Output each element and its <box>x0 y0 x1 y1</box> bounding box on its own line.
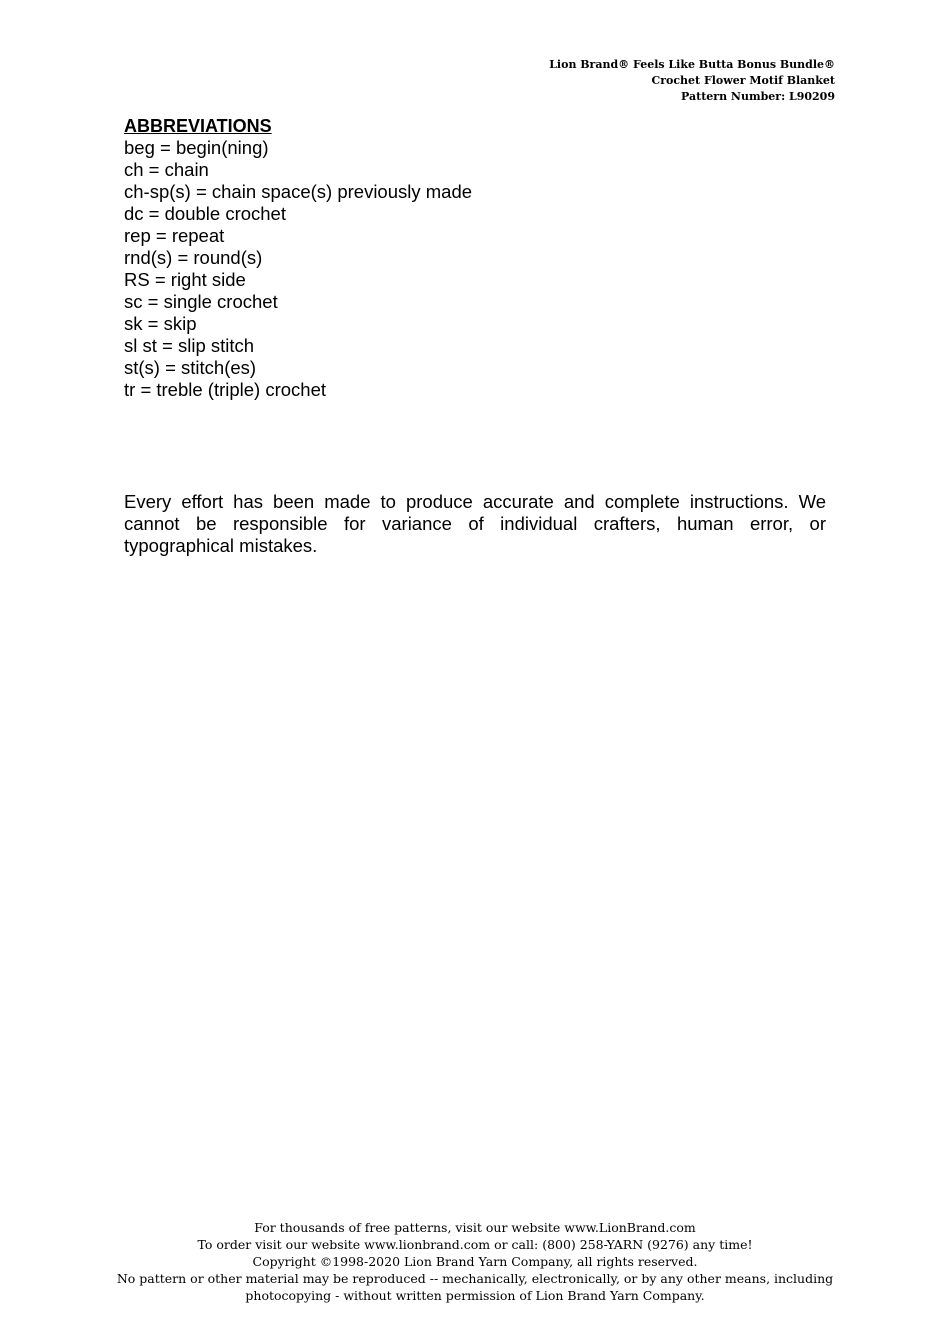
header-pattern-title: Crochet Flower Motif Blanket <box>651 74 835 87</box>
abbreviation-item: ch = chain <box>124 159 209 180</box>
disclaimer-paragraph: Every effort has been made to produce accurate and complete instructions. We cannot be responsible for variance of individual crafters, human error, or typographical mistakes. <box>124 491 826 556</box>
footer-website-line: For thousands of free patterns, visit our website www.LionBrand.com <box>254 1220 696 1235</box>
footer-reproduction-line: No pattern or other material may be reproduced -- mechanically, electronically, or by any other means, including <box>116 1271 834 1286</box>
header-product-name: Lion Brand® Feels Like Butta Bonus Bundle® <box>549 58 835 71</box>
header-pattern-number: Pattern Number: L90209 <box>681 90 835 103</box>
page-footer <box>0 1219 950 1304</box>
abbreviation-item: rep = repeat <box>124 225 225 246</box>
page-header <box>549 57 835 105</box>
footer-permission-line: photocopying - without written permission of Lion Brand Yarn Company. <box>245 1288 705 1303</box>
abbreviation-item: tr = treble (triple) crochet <box>124 379 327 400</box>
footer-order-line: To order visit our website www.lionbrand.com or call: (800) 258-YARN (9276) any time! <box>197 1237 753 1252</box>
footer-copyright-line: Copyright ©1998-2020 Lion Brand Yarn Company, all rights reserved. <box>252 1254 698 1269</box>
abbreviations-section <box>124 115 826 401</box>
abbreviations-heading: ABBREVIATIONS <box>124 116 272 136</box>
abbreviation-item: RS = right side <box>124 269 246 290</box>
abbreviation-item: rnd(s) = round(s) <box>124 247 263 268</box>
abbreviation-item: st(s) = stitch(es) <box>124 357 257 378</box>
abbreviation-item: sl st = slip stitch <box>124 335 255 356</box>
abbreviation-item: beg = begin(ning) <box>124 137 269 158</box>
abbreviations-list <box>124 137 826 401</box>
abbreviation-item: dc = double crochet <box>124 203 286 224</box>
abbreviation-item: sc = single crochet <box>124 291 278 312</box>
abbreviation-item: ch-sp(s) = chain space(s) previously made <box>124 181 473 202</box>
abbreviation-item: sk = skip <box>124 313 197 334</box>
